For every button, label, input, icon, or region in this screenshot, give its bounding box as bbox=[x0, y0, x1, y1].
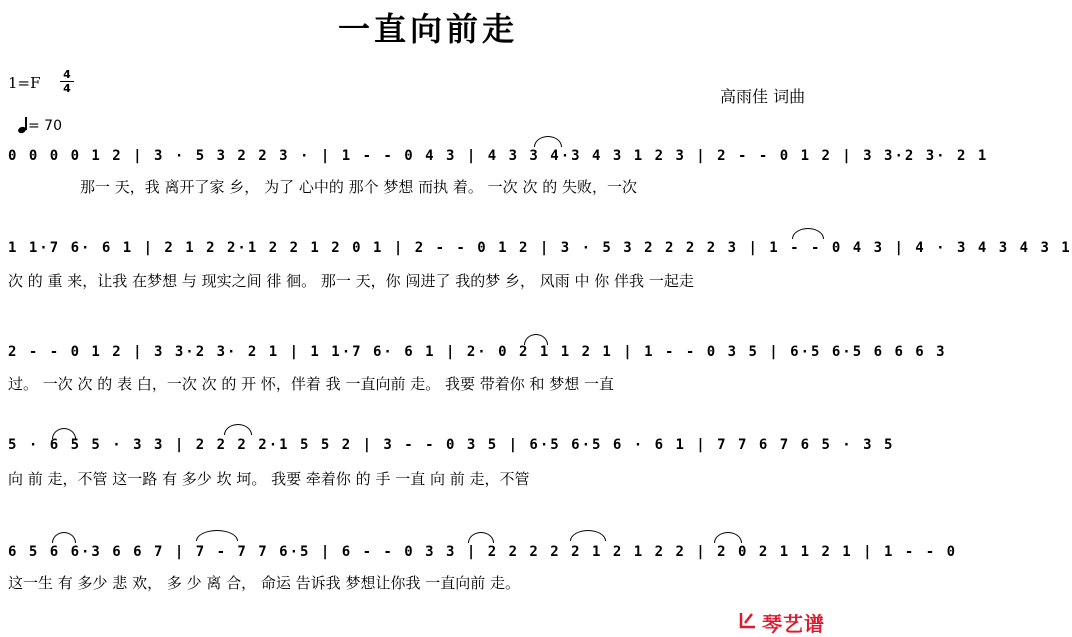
slur-mark bbox=[792, 228, 824, 239]
slur-mark bbox=[52, 428, 76, 439]
score-row-3-notes: 2 - - 0 1 2 | 3 3·2 3· 2 1 | 1 1·7 6· 6 1 | 2· 0 2 1 1 2 1 | 1 - - 0 3 5 | 6·5 6·5 6 6 6 3 bbox=[8, 344, 947, 360]
composer-credit: 高雨佳 词曲 bbox=[720, 87, 806, 106]
slur-mark bbox=[468, 532, 494, 543]
slur-mark bbox=[714, 532, 742, 543]
slur-mark bbox=[224, 424, 252, 435]
song-title: 一直向前走 bbox=[337, 10, 518, 48]
score-row-1-lyrics: 那一 天，我 离开了家 乡， 为了 心中的 那个 梦想 而执 着。 一次 次 的 失败，一次 bbox=[80, 178, 637, 196]
time-signature-top: 4 bbox=[63, 68, 71, 81]
slur-mark bbox=[570, 530, 606, 541]
score-row-4-notes: 5 · 6 5 5 · 3 3 | 2 2 2 2·1 5 5 2 | 3 - - 0 3 5 | 6·5 6·5 6 · 6 1 | 7 7 6 7 6 5 · 3 5 bbox=[8, 437, 895, 453]
slur-mark bbox=[196, 530, 238, 541]
score-row-2-notes: 1 1·7 6· 6 1 | 2 1 2 2·1 2 2 1 2 0 1 | 2 - - 0 1 2 | 3 · 5 3 2 2 2 2 3 | 1 - - 0 4 3 | 4 · 3 4 3 4 3 1 bbox=[8, 240, 1072, 256]
quarter-note-icon bbox=[18, 119, 28, 133]
score-row-5-notes: 6 5 6 6·3 6 6 7 | 7 - 7 7 6·5 | 6 - - 0 3 3 | 2 2 2 2 2 1 2 1 2 2 | 2 0 2 1 1 2 1 | 1 - - 0 bbox=[8, 544, 958, 560]
score-row-4-lyrics: 向 前 走，不管 这一路 有 多少 坎 坷。 我要 牵着你 的 手 一直 向 前 走，不管 bbox=[8, 470, 530, 488]
score-row-3-lyrics: 过。 一次 次 的 表 白，一次 次 的 开 怀，伴着 我 一直向前 走。 我要 带着你 和 梦想 一直 bbox=[8, 375, 615, 393]
time-signature-bottom: 4 bbox=[60, 81, 74, 95]
key-signature: 1=F bbox=[8, 74, 41, 92]
slur-mark bbox=[524, 334, 548, 345]
score-row-1-notes: 0 0 0 0 1 2 | 3 · 5 3 2 2 3 · | 1 - - 0 4 3 | 4 3 3 4·3 4 3 1 2 3 | 2 - - 0 1 2 | 3 3·2 3· 2 1 bbox=[8, 148, 989, 164]
slur-mark bbox=[52, 532, 76, 543]
tempo-marking bbox=[18, 118, 62, 134]
logo-icon bbox=[738, 610, 758, 630]
score-row-2-lyrics: 次 的 重 来，让我 在梦想 与 现实之间 徘 徊。 那一 天，你 闯进了 我的梦 乡， 风雨 中 你 伴我 一起走 bbox=[8, 272, 694, 290]
time-signature bbox=[60, 68, 74, 95]
slur-mark bbox=[534, 136, 562, 147]
site-logo bbox=[738, 608, 848, 634]
tempo-value: = 70 bbox=[28, 118, 62, 134]
logo-text: 琴艺谱 bbox=[762, 612, 825, 636]
score-row-5-lyrics: 这一生 有 多少 悲 欢， 多 少 离 合， 命运 告诉我 梦想让你我 一直向前 走。 bbox=[8, 574, 520, 592]
